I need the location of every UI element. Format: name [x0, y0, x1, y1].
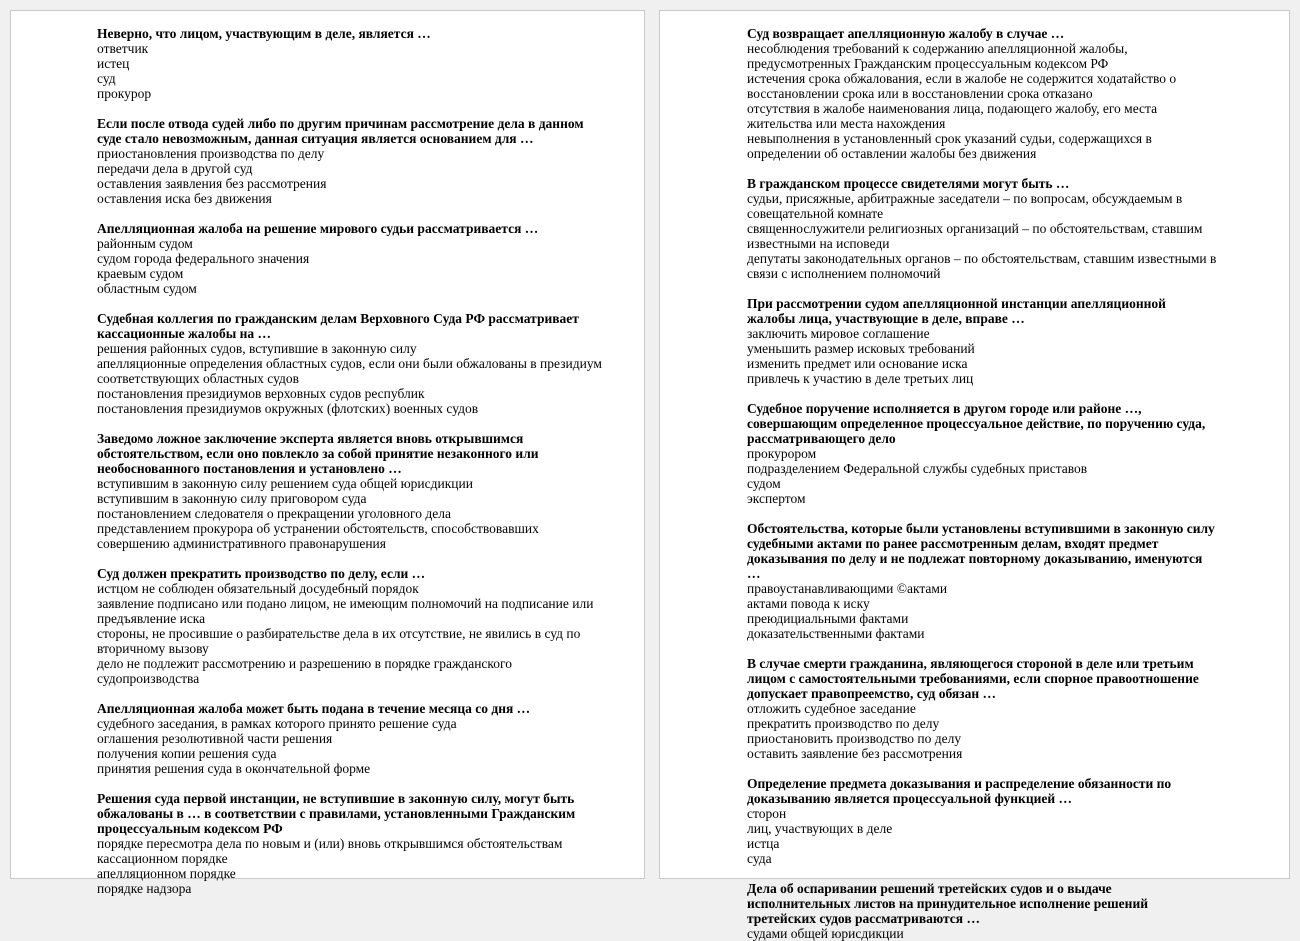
answer-option: суда	[747, 851, 772, 866]
answer-option: истцом не соблюден обязательный досудебный порядок	[97, 581, 419, 596]
answer-option: краевым судом	[97, 266, 184, 281]
question-block	[747, 401, 1217, 506]
question-text: Дела об оспаривании решений третейских судов и о выдаче исполнительных листов на принудительное исполнение решений третейских судов рассматриваются …	[747, 881, 1149, 926]
question-block	[747, 296, 1217, 386]
answer-option: дело не подлежит рассмотрению и разрешению в порядке гражданского судопроизводства	[97, 656, 512, 686]
answer-option: суд	[97, 71, 116, 86]
question-block	[97, 566, 602, 686]
answer-option: невыполнения в установленный срок указаний судьи, содержащихся в определении об оставлении жалобы без движения	[747, 131, 1152, 161]
question-text: Решения суда первой инстанции, не вступившие в законную силу, могут быть обжалованы в … в соответствии с правилами, установленными Гражданским процессуальным кодексом РФ	[97, 791, 576, 836]
answer-option: приостановить производство по делу	[747, 731, 962, 746]
answer-option: принятия решения суда в окончательной форме	[97, 761, 371, 776]
answer-option: судами общей юрисдикции	[747, 926, 904, 941]
answer-option: порядке надзора	[97, 881, 192, 896]
answer-option: ответчик	[97, 41, 149, 56]
answer-option: заключить мировое соглашение	[747, 326, 930, 341]
answer-option: вступившим в законную силу приговором суда	[97, 491, 367, 506]
question-text: Определение предмета доказывания и распределение обязанности по доказыванию является процессуальной функцией …	[747, 776, 1172, 806]
question-block	[747, 26, 1217, 161]
answer-option: оставления заявления без рассмотрения	[97, 176, 327, 191]
answer-option: постановлением следователя о прекращении уголовного дела	[97, 506, 451, 521]
answer-option: областным судом	[97, 281, 197, 296]
answer-option: прокурором	[747, 446, 817, 461]
question-block	[747, 176, 1217, 281]
answer-option: привлечь к участию в деле третьих лиц	[747, 371, 974, 386]
answer-option: экспертом	[747, 491, 806, 506]
answer-option: постановления президиумов окружных (флотских) военных судов	[97, 401, 479, 416]
question-block	[97, 701, 602, 776]
answer-option: решения районных судов, вступившие в законную силу	[97, 341, 417, 356]
answer-option: судом города федерального значения	[97, 251, 310, 266]
document-page-left	[10, 10, 645, 896]
answer-option: представлением прокурора об устранении обстоятельств, способствовавших совершению административного правонарушения	[97, 521, 539, 551]
answer-option: прекратить производство по делу	[747, 716, 940, 731]
question-text: Судебное поручение исполняется в другом городе или районе …, совершающим определенное процессуальное действие, по поручению суда, рассматривающего дело	[747, 401, 1206, 446]
answer-option: заявление подписано или подано лицом, не имеющим полномочий на подписание или предъявление иска	[97, 596, 594, 626]
question-text: Заведомо ложное заключение эксперта является вновь открывшимся обстоятельством, если оно повлекло за собой принятие незаконного или необоснованного постановления и установлено …	[97, 431, 539, 476]
question-block	[97, 116, 602, 206]
answer-option: подразделением Федеральной службы судебных приставов	[747, 461, 1088, 476]
question-block	[747, 776, 1217, 866]
answer-option: правоустанавливающими ©актами	[747, 581, 948, 596]
answer-option: лиц, участвующих в деле	[747, 821, 893, 836]
question-block	[747, 521, 1217, 641]
answer-option: уменьшить размер исковых требований	[747, 341, 975, 356]
question-text: В случае смерти гражданина, являющегося стороной в деле или третьим лицом с самостоятельными требованиями, если спорное правоотношение допускает правопреемство, суд обязан …	[747, 656, 1199, 701]
question-text: В гражданском процессе свидетелями могут быть …	[747, 176, 1070, 191]
question-text: Апелляционная жалоба на решение мирового судьи рассматривается …	[97, 221, 539, 236]
question-text: Неверно, что лицом, участвующим в деле, является …	[97, 26, 431, 41]
answer-option: доказательственными фактами	[747, 626, 925, 641]
answer-option: депутаты законодательных органов – по обстоятельствам, ставшим известными в связи с исполнением полномочий	[747, 251, 1217, 281]
answer-option: стороны, не просившие о разбирательстве дела в их отсутствие, не явились в суд по вторичному вызову	[97, 626, 581, 656]
answer-option: оставления иска без движения	[97, 191, 272, 206]
answer-option: отложить судебное заседание	[747, 701, 916, 716]
answer-option: районным судом	[97, 236, 193, 251]
question-text: При рассмотрении судом апелляционной инстанции апелляционной жалобы лица, участвующие в деле, вправе …	[747, 296, 1166, 326]
answer-option: отсутствия в жалобе наименования лица, подающего жалобу, его места жительства или места нахождения	[747, 101, 1158, 131]
question-text: Апелляционная жалоба может быть подана в течение месяца со дня …	[97, 701, 531, 716]
question-block	[97, 311, 602, 416]
question-text: Суд возвращает апелляционную жалобу в случае …	[747, 26, 1065, 41]
answer-option: несоблюдения требований к содержанию апелляционной жалобы, предусмотренных Гражданским процессуальным кодексом РФ	[747, 41, 1128, 71]
answer-option: судьи, присяжные, арбитражные заседатели – по вопросам, обсуждаемым в совещательной комнате	[747, 191, 1183, 221]
question-text: Судебная коллегия по гражданским делам Верховного Суда РФ рассматривает кассационные жалобы на …	[97, 311, 579, 341]
answer-option: получения копии решения суда	[97, 746, 277, 761]
answer-option: истца	[747, 836, 780, 851]
answer-option: судом	[747, 476, 781, 491]
answer-option: приостановления производства по делу	[97, 146, 325, 161]
answer-option: изменить предмет или основание иска	[747, 356, 968, 371]
answer-option: оставить заявление без рассмотрения	[747, 746, 963, 761]
answer-option: актами повода к иску	[747, 596, 870, 611]
answer-option: передачи дела в другой суд	[97, 161, 253, 176]
document-page-right	[659, 10, 1290, 941]
answer-option: преюдициальными фактами	[747, 611, 909, 626]
answer-option: оглашения резолютивной части решения	[97, 731, 333, 746]
question-block	[97, 26, 602, 101]
question-text: Если после отвода судей либо по другим причинам рассмотрение дела в данном суде стало невозможным, данная ситуация является основанием для …	[97, 116, 584, 146]
answer-option: апелляционном порядке	[97, 866, 236, 881]
question-block	[97, 431, 602, 551]
question-block	[747, 881, 1217, 941]
answer-option: истец	[97, 56, 130, 71]
question-text: Суд должен прекратить производство по делу, если …	[97, 566, 426, 581]
answer-option: вступившим в законную силу решением суда общей юрисдикции	[97, 476, 473, 491]
question-block	[97, 221, 602, 296]
answer-option: судебного заседания, в рамках которого принято решение суда	[97, 716, 457, 731]
question-text: Обстоятельства, которые были установлены вступившими в законную силу судебными актами по ранее рассмотренным делам, входят предмет доказывания по делу и не подлежат повторному доказыванию, именуются …	[747, 521, 1215, 581]
answer-option: порядке пересмотра дела по новым и (или) вновь открывшимся обстоятельствам	[97, 836, 563, 851]
answer-option: истечения срока обжалования, если в жалобе не содержится ходатайство о восстановлении срока или в восстановлении срока отказано	[747, 71, 1177, 101]
answer-option: сторон	[747, 806, 787, 821]
answer-option: апелляционные определения областных судов, если они были обжалованы в президиум соответствующих областных судов	[97, 356, 602, 386]
answer-option: постановления президиумов верховных судов республик	[97, 386, 425, 401]
answer-option: священнослужители религиозных организаций – по обстоятельствам, ставшим известными на исповеди	[747, 221, 1203, 251]
answer-option: кассационном порядке	[97, 851, 228, 866]
question-block	[97, 791, 602, 896]
answer-option: прокурор	[97, 86, 152, 101]
question-block	[747, 656, 1217, 761]
